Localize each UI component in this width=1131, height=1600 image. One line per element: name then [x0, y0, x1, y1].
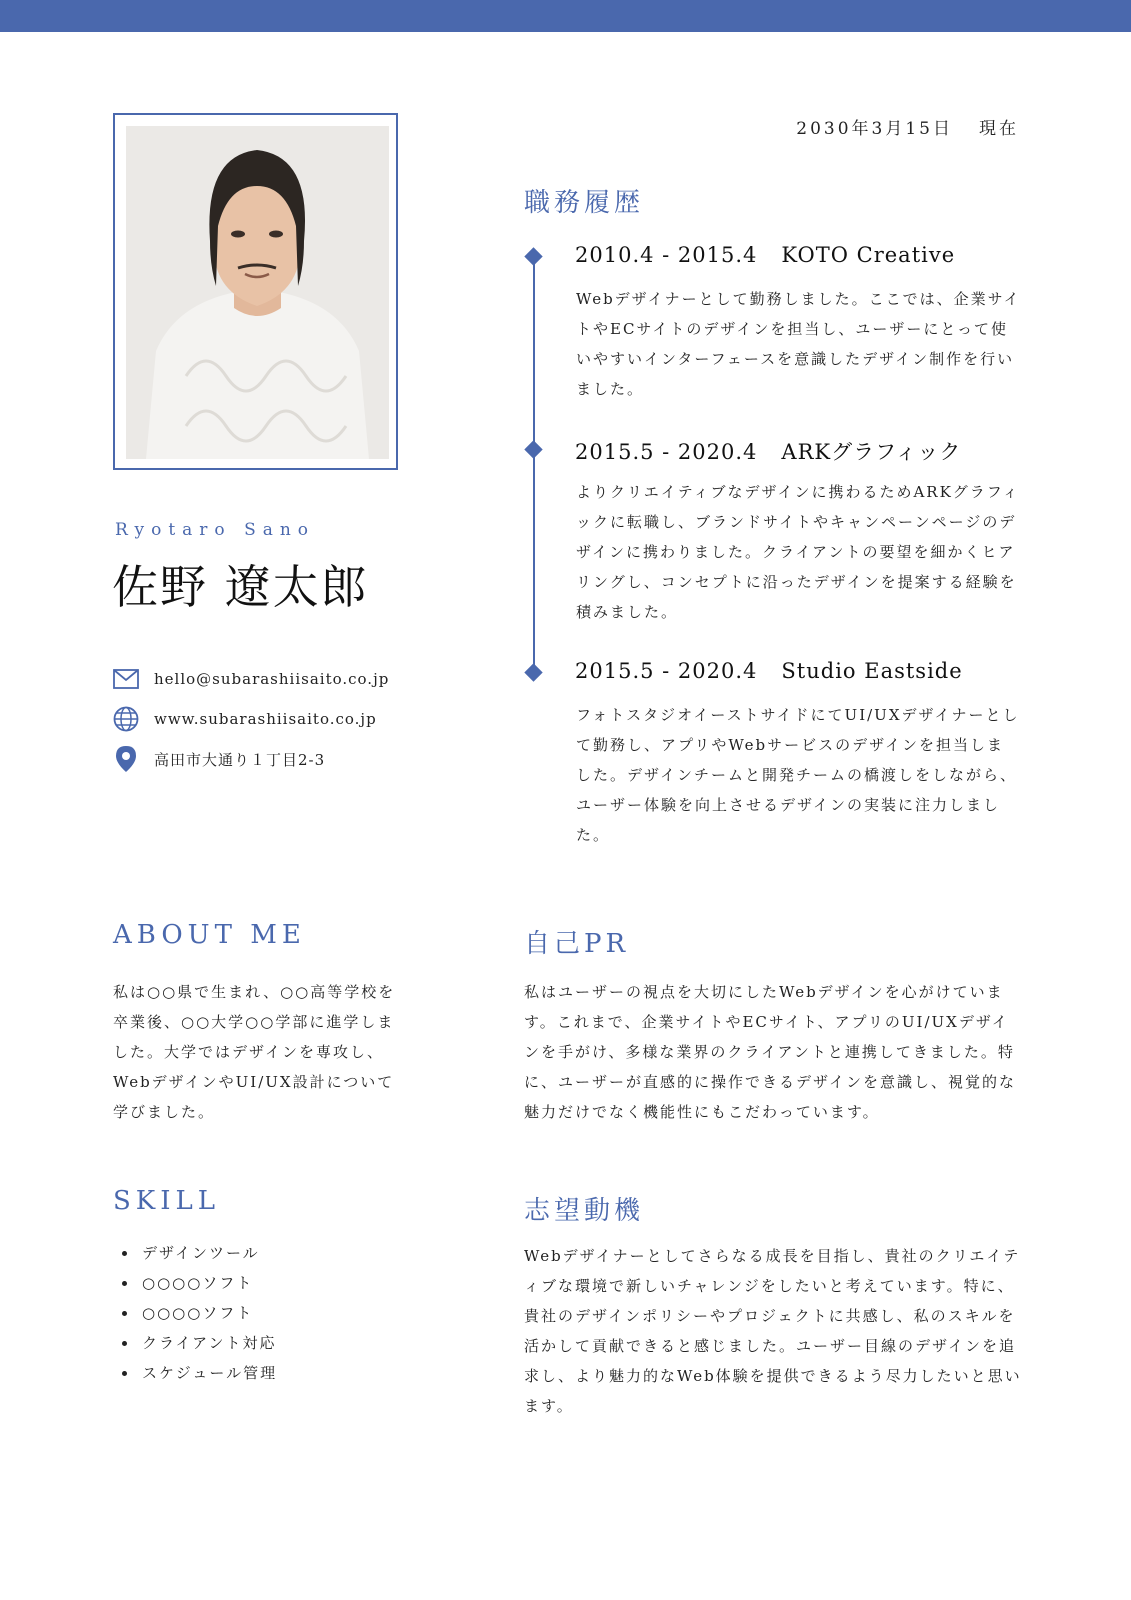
- timeline-marker: [524, 440, 542, 458]
- contact-address: [112, 745, 412, 773]
- job-period: 2010.4 - 2015.4: [575, 243, 758, 267]
- pr-text: 私はユーザーの視点を大切にしたWebデザインを心がけています。これまで、企業サイトやECサイト、アプリのUI/UXデザインを手がけ、多様な業界のクライアントと連携してきました。特に、ユーザーが直感的に操作できるデザインを意識し、視覚的な魅力だけでなく機能性にもこだわっています。: [524, 983, 1016, 1121]
- timeline-marker: [524, 663, 542, 681]
- skill-item: スケジュール管理: [122, 1358, 277, 1388]
- date-status: 現在: [979, 119, 1019, 139]
- timeline-marker: [524, 247, 542, 265]
- motivation-title: 志望動機: [524, 1196, 645, 1226]
- document-date: [796, 114, 1019, 139]
- skill-item: デザインツール: [122, 1238, 277, 1268]
- job-company: KOTO Creative: [781, 243, 956, 267]
- contact-email[interactable]: [112, 665, 412, 693]
- contact-list: [112, 665, 412, 785]
- job-company: ARKグラフィック: [781, 440, 962, 464]
- profile-photo-frame: [113, 113, 398, 470]
- pr-title: 自己PR: [524, 929, 630, 959]
- job-period: 2015.5 - 2020.4: [575, 659, 758, 683]
- date-text: 2030年3月15日: [796, 119, 953, 139]
- job-heading: [575, 659, 963, 683]
- job-heading: [575, 243, 955, 267]
- skill-title: SKILL: [113, 1186, 221, 1216]
- about-title: ABOUT ME: [113, 920, 306, 950]
- globe-icon: [112, 705, 140, 733]
- career-title: 職務履歴: [524, 188, 645, 218]
- skill-item: クライアント対応: [122, 1328, 277, 1358]
- top-accent-bar: [0, 0, 1131, 32]
- map-pin-icon: [112, 745, 140, 773]
- portrait-illustration: [126, 126, 389, 459]
- skill-item: ○○○○ソフト: [122, 1298, 277, 1328]
- name-japanese: 佐野 遼太郎: [112, 560, 369, 614]
- address-text: 高田市大通り１丁目2-3: [154, 750, 326, 769]
- profile-photo: [126, 126, 389, 459]
- job-period: 2015.5 - 2020.4: [575, 440, 758, 464]
- skill-list: [122, 1238, 277, 1388]
- contact-website[interactable]: [112, 705, 412, 733]
- name-romaji: Ryotaro Sano: [115, 520, 316, 540]
- envelope-icon: [112, 665, 140, 693]
- timeline-line: [533, 258, 535, 673]
- job-heading: [575, 436, 961, 466]
- email-text[interactable]: hello@subarashiisaito.co.jp: [154, 670, 390, 688]
- job-description: よりクリエイティブなデザインに携わるためARKグラフィックに転職し、ブランドサイトやキャンペーンページのデザインに携わりました。クライアントの要望を細かくヒアリングし、コンセプトに沿ったデザインを提案する経験を積みました。: [576, 483, 1020, 621]
- skill-item: ○○○○ソフト: [122, 1268, 277, 1298]
- job-description: フォトスタジオイーストサイドにてUI/UXデザイナーとして勤務し、アプリやWebサービスのデザインを担当しました。デザインチームと開発チームの橋渡しをしながら、ユーザー体験を向上させるデザインの実装に注力しました。: [576, 706, 1020, 844]
- about-text: 私は○○県で生まれ、○○高等学校を卒業後、○○大学○○学部に進学しました。大学ではデザインを専攻し、WebデザインやUI/UX設計について学びました。: [113, 983, 396, 1121]
- motivation-text: Webデザイナーとしてさらなる成長を目指し、貴社のクリエイティブな環境で新しいチャレンジをしたいと考えています。特に、貴社のデザインポリシーやプロジェクトに共感し、私のスキルを活かして貢献できると感じました。ユーザー目線のデザインを追求し、より魅力的なWeb体験を提供できるよう尽力したいと思います。: [524, 1247, 1022, 1415]
- website-text[interactable]: www.subarashiisaito.co.jp: [154, 710, 377, 728]
- job-company: Studio Eastside: [781, 659, 963, 683]
- job-description: Webデザイナーとして勤務しました。ここでは、企業サイトやECサイトのデザインを担当し、ユーザーにとって使いやすいインターフェースを意識したデザイン制作を行いました。: [576, 290, 1021, 398]
